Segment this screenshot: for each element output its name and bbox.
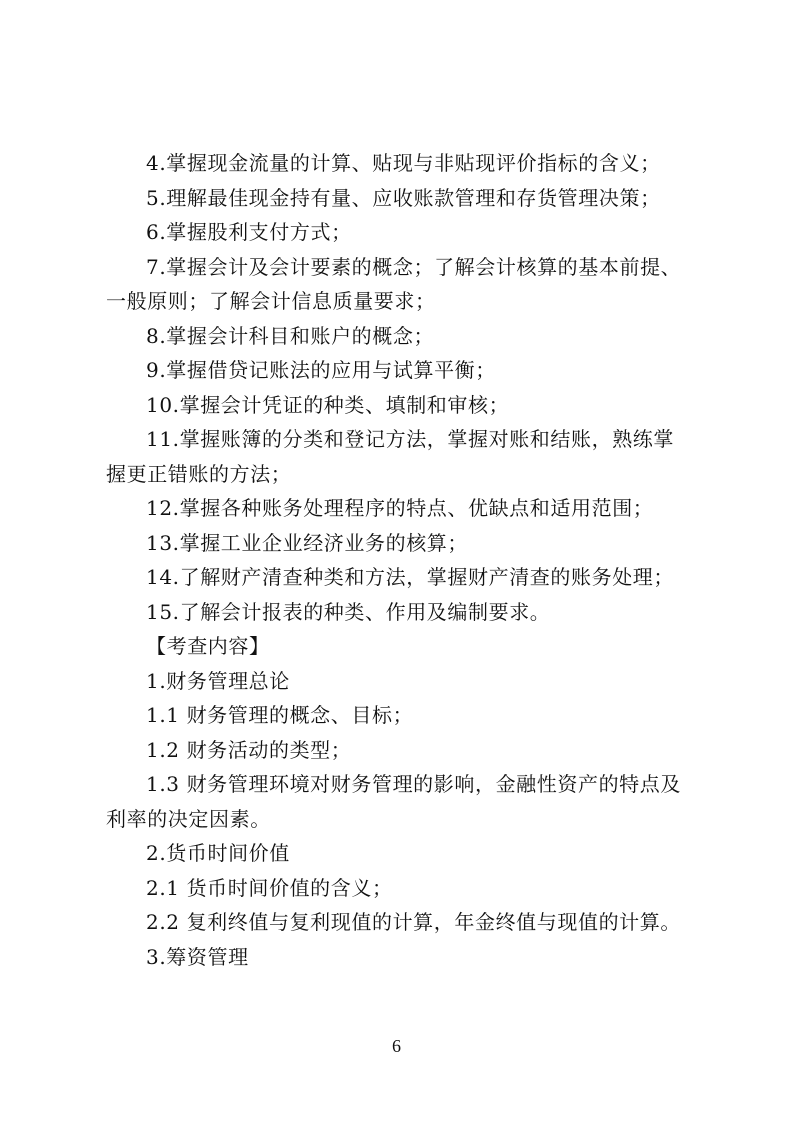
page-number: 6 (392, 1036, 401, 1056)
text-line-9: 11.掌握账簿的分类和登记方法，掌握对账和结账，熟练掌 (146, 427, 675, 451)
text-line-2: 5.理解最佳现金持有量、应收账款管理和存货管理决策； (146, 185, 661, 210)
text-line-20: 利率的决定因素。 (106, 806, 271, 831)
document-body (106, 146, 694, 974)
text-line-3: 6.掌握股利支付方式； (146, 220, 352, 244)
text-line-17: 1.1 财务管理的概念、目标； (146, 703, 414, 727)
text-line-23: 2.2 复利终值与复利现值的计算，年金终值与现值的计算。 (146, 910, 681, 934)
text-line-14: 15.了解会计报表的种类、作用及编制要求。 (146, 599, 551, 624)
text-line-8: 10.掌握会计凭证的种类、填制和审核； (146, 392, 510, 417)
text-line-10: 握更正错账的方法； (106, 461, 292, 486)
text-line-4: 7.掌握会计及会计要素的概念；了解会计核算的基本前提、 (146, 254, 682, 279)
text-line-7: 9.掌握借贷记账法的应用与试算平衡； (146, 358, 496, 382)
text-line-11: 12.掌握各种账务处理程序的特点、优缺点和适用范围； (146, 496, 654, 520)
text-line-21: 2.货币时间价值 (146, 841, 290, 865)
section-heading: 【考查内容】 (146, 634, 270, 658)
text-line-24: 3.筹资管理 (146, 944, 249, 969)
text-line-19: 1.3 财务管理环境对财务管理的影响，金融性资产的特点及 (146, 772, 681, 796)
text-line-22: 2.1 货币时间价值的含义； (146, 875, 393, 900)
text-line-18: 1.2 财务活动的类型； (146, 737, 352, 762)
text-line-12: 13.掌握工业企业经济业务的核算； (146, 530, 469, 555)
text-line-5: 一般原则；了解会计信息质量要求； (106, 289, 436, 313)
text-line-13: 14.了解财产清查种类和方法，掌握财产清查的账务处理； (146, 565, 675, 589)
text-line-6: 8.掌握会计科目和账户的概念； (146, 323, 435, 348)
text-line-16: 1.财务管理总论 (146, 668, 290, 693)
text-line-1: 4.掌握现金流量的计算、贴现与非贴现评价指标的含义； (146, 151, 661, 175)
